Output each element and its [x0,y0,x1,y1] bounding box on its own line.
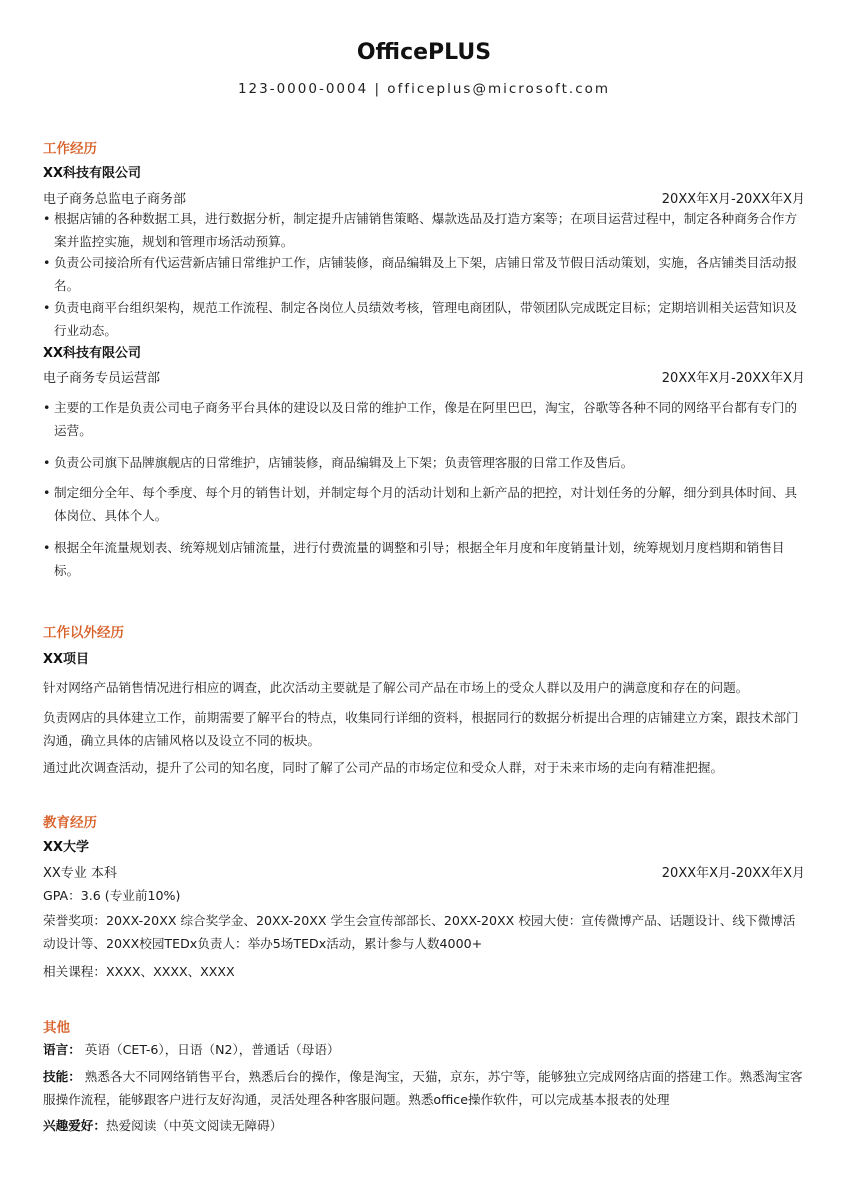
hobby-value: 热爱阅读（中英文阅读无障碍） [105,1118,283,1133]
education-header [43,862,805,881]
job-role: 电子商务总监电子商务部 [43,192,187,207]
section-title-extra: 工作以外经历 [43,625,124,641]
section-title-work: 工作经历 [43,141,97,157]
job-bullet-text: 负责公司接洽所有代运营新店铺日常维护工作，店铺装修，商品编辑及上下架，店铺日常及节假日活动策划，实施，各店铺类目活动报名。 [54,255,798,293]
job-bullet-text: 负责电商平台组织架构，规范工作流程、制定各岗位人员绩效考核，管理电商团队，带领团队完成既定目标；定期培训相关运营知识及行业动态。 [54,300,798,338]
job-period: 20XX年X月-20XX年X月 [661,192,805,207]
section-title-other: 其他 [43,1020,70,1036]
skills-line [43,1065,805,1111]
skills-label: 技能： [43,1069,81,1084]
education-period: 20XX年X月-20XX年X月 [661,866,805,881]
project-paragraph: 通过此次调查活动，提升了公司的知名度，同时了解了公司产品的市场定位和受众人群，对于未来市场的走向有精准把握。 [43,760,724,775]
company-name: XX科技有限公司 [43,346,142,361]
job-bullet: • 负责公司旗下品牌旗舰店的日常维护，店铺装修，商品编辑及上下架；负责管理客服的日常工作及售后。 [43,455,634,470]
hobby-line [43,1114,805,1137]
job-bullet: • 主要的工作是负责公司电子商务平台具体的建设以及日常的维护工作，像是在阿里巴巴，淘宝，谷歌等各种不同的网络平台都有专门的运营。 [43,400,798,438]
courses: 相关课程：XXXX、XXXX、XXXX [43,964,235,979]
gpa: GPA：3.6 (专业前10%) [43,888,181,903]
project-name: XX项目 [43,652,90,667]
major: XX专业 本科 [43,866,117,881]
project-paragraph: 负责网店的具体建立工作，前期需要了解平台的特点，收集同行详细的资料，根据同行的数据分析提出合理的店铺建立方案，跟技术部门沟通，确立具体的店铺风格以及设立不同的板块。 [43,710,799,748]
project-paragraph: 针对网络产品销售情况进行相应的调查，此次活动主要就是了解公司产品在市场上的受众人群以及用户的满意度和存在的问题。 [43,680,749,695]
job-bullet-text: 制定细分全年、每个季度、每个月的销售计划，并制定每个月的活动计划和上新产品的把控，对计划任务的分解，细分到具体时间、具体岗位、具体个人。 [54,485,798,523]
job-header [43,367,805,386]
hobby-label: 兴趣爱好： [43,1118,106,1133]
language-line [43,1038,805,1061]
contact-info: 123-0000-0004 | officeplus@microsoft.com [237,81,611,97]
job-bullet: • 负责公司接洽所有代运营新店铺日常维护工作，店铺装修，商品编辑及上下架，店铺日常及节假日活动策划，实施，各店铺类目活动报名。 [43,255,798,293]
candidate-name: OfficePLUS [356,40,492,65]
school-name: XX大学 [43,840,90,855]
section-title-education: 教育经历 [43,815,97,831]
job-bullet: • 根据店铺的各种数据工具，进行数据分析，制定提升店铺销售策略、爆款选品及打造方案等；在项目运营过程中，制定各种商务合作方案并监控实施，规划和管理市场活动预算。 [43,211,798,249]
company-name: XX科技有限公司 [43,166,142,181]
language-label: 语言： [43,1042,81,1057]
honors: 荣誉奖项：20XX-20XX 综合奖学金、20XX-20XX 学生会宣传部部长、20XX-20XX 校园大使：宣传微博产品、话题设计、线下微博活动设计等、20XX校园TEDx负责人：举办5场TEDx活动，累计参与人数4000+ [43,913,796,951]
job-bullet-text: 主要的工作是负责公司电子商务平台具体的建设以及日常的维护工作，像是在阿里巴巴，淘宝，谷歌等各种不同的网络平台都有专门的运营。 [54,400,798,438]
job-bullet-text: 根据全年流量规划表、统筹规划店铺流量，进行付费流量的调整和引导；根据全年月度和年度销量计划，统筹规划月度档期和销售目标。 [54,540,785,578]
job-bullet: • 根据全年流量规划表、统筹规划店铺流量，进行付费流量的调整和引导；根据全年月度和年度销量计划，统筹规划月度档期和销售目标。 [43,540,785,578]
job-period: 20XX年X月-20XX年X月 [661,371,805,386]
language-value: 英语（CET-6），日语（N2），普通话（母语） [80,1042,340,1057]
job-bullet-text: 根据店铺的各种数据工具，进行数据分析，制定提升店铺销售策略、爆款选品及打造方案等；在项目运营过程中，制定各种商务合作方案并监控实施，规划和管理市场活动预算。 [54,211,798,249]
skills-value: 熟悉各大不同网络销售平台，熟悉后台的操作，像是淘宝，天猫，京东，苏宁等，能够独立完成网络店面的搭建工作。熟悉淘宝客服操作流程，能够跟客户进行友好沟通，灵活处理各种客服问题。熟悉office操作软件，可以完成基本报表的处理 [43,1069,803,1107]
job-bullet: • 制定细分全年、每个季度、每个月的销售计划，并制定每个月的活动计划和上新产品的把控，对计划任务的分解，细分到具体时间、具体岗位、具体个人。 [43,485,798,523]
job-bullet-text: 负责公司旗下品牌旗舰店的日常维护，店铺装修，商品编辑及上下架；负责管理客服的日常工作及售后。 [54,455,634,470]
job-role: 电子商务专员运营部 [43,371,161,386]
job-bullet: • 负责电商平台组织架构，规范工作流程、制定各岗位人员绩效考核，管理电商团队，带领团队完成既定目标；定期培训相关运营知识及行业动态。 [43,300,798,338]
job-header [43,188,805,207]
